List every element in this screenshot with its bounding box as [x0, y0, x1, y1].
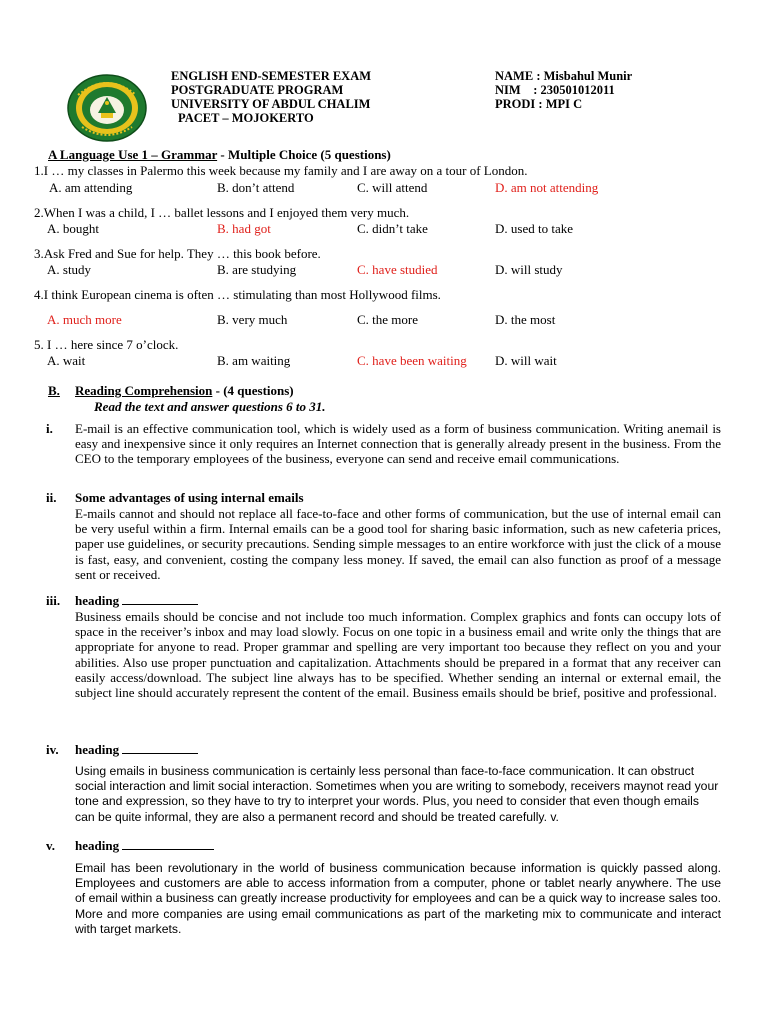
q5-option-c: C. have been waiting — [357, 353, 467, 368]
section-a-title-rest: - Multiple Choice (5 questions) — [217, 147, 391, 162]
q2-option-c: C. didn’t take — [357, 221, 428, 236]
question-5: 5. I … here since 7 o’clock. — [34, 337, 179, 352]
item-v-text: Email has been revolutionary in the world of business communication because information is quickly passed along. Employees and customers are able to access information from a computer, phone or tablet nearly anywhere. The use of email within a business can greatly increase productivity for employees and can be a quick way to increase sales too. More and more companies are using email communications as part of the marketing mix to communicate and interact with target markets. — [75, 861, 721, 936]
item-iii-heading-blank[interactable] — [122, 593, 198, 605]
reading-instruction: Read the text and answer questions 6 to 31. — [94, 399, 326, 414]
q3-option-b: B. are studying — [217, 262, 297, 277]
question-3: 3.Ask Fred and Sue for help. They … this book before. — [34, 246, 321, 261]
item-iv-heading-label: heading — [75, 742, 120, 757]
item-iv-heading — [75, 742, 198, 758]
q4-option-d: D. the most — [495, 312, 556, 327]
q5-option-a: A. wait — [47, 353, 86, 368]
section-b-title-rest: - (4 questions) — [212, 383, 294, 398]
section-b-title — [75, 383, 294, 399]
item-v-heading-label: heading — [75, 838, 120, 853]
student-nim: NIM : 230501012011 — [495, 83, 615, 97]
university-line: UNIVERSITY OF ABDUL CHALIM — [171, 97, 371, 111]
item-iii-text: Business emails should be concise and not include too much information. Complex graphics and fonts can occupy lots of space in the receiver’s inbox and may load slowly. Focus on one topic in a business email and write only the things that are appropriate for anyone to read. Proper grammar and spelling are very important too because they reflect on you and your abilities. Also use proper punctuation and capitalization. Attachments should be prepared in a format that any receiver can easily access/download. The subject line always has to be specified. Whether sending an internal or external email, the subject line should accurately represent the content of the email. Business emails should be brief, positive and professional. — [75, 609, 721, 701]
item-ii-number: ii. — [46, 490, 57, 505]
q2-option-a: A. bought — [47, 221, 99, 236]
q1-option-d: D. am not attending — [495, 180, 599, 195]
location-line: PACET – MOJOKERTO — [178, 111, 314, 125]
exam-title: ENGLISH END-SEMESTER EXAM — [171, 69, 372, 83]
item-i-number: i. — [46, 421, 53, 436]
q3-option-d: D. will study — [495, 262, 563, 277]
item-i-text: E-mail is an effective communication tool, which is widely used as a form of business communication. Writing anemail is easy and inexpensive since it only requires an Internet connection that is generally already present in the business. From the CEO to the temporary employees of the business, everyone can send and receive email communications. — [75, 421, 721, 467]
item-v-heading — [75, 838, 214, 854]
q4-option-b: B. very much — [217, 312, 288, 327]
item-iv-heading-blank[interactable] — [122, 742, 198, 754]
student-prodi: PRODI : MPI C — [495, 97, 583, 111]
q1-option-b: B. don’t attend — [217, 180, 295, 195]
q5-option-d: D. will wait — [495, 353, 557, 368]
q2-option-d: D. used to take — [495, 221, 573, 236]
q5-option-b: B. am waiting — [217, 353, 291, 368]
program-line: POSTGRADUATE PROGRAM — [171, 83, 344, 97]
item-iv-number: iv. — [46, 742, 59, 757]
item-iii-heading — [75, 593, 198, 609]
student-name: NAME : Misbahul Munir — [495, 69, 633, 83]
section-a-title — [48, 147, 391, 163]
q2-option-b: B. had got — [217, 221, 271, 236]
item-iv-text: Using emails in business communication is certainly less personal than face-to-face communication. It can obstruct social interaction and limit social interaction. Sometimes when you are writing to somebody, receivers maynot read your tone and expression, so they have to try to interpret your words. Plus, you need to consider that even though emails can be quite informal, they are also a permanent record and should be treated carefully. v. — [75, 764, 719, 824]
item-v-heading-blank[interactable] — [122, 838, 214, 850]
q1-option-c: C. will attend — [357, 180, 428, 195]
university-logo — [66, 73, 148, 143]
section-a-title-main: A Language Use 1 – Grammar — [48, 147, 218, 162]
q4-option-a: A. much more — [47, 312, 122, 327]
question-1: 1.I … my classes in Palermo this week because my family and I are away on a tour of London. — [34, 163, 528, 178]
q3-option-c: C. have studied — [357, 262, 438, 277]
item-iii-heading-label: heading — [75, 593, 120, 608]
section-b-title-main: Reading Comprehension — [75, 383, 213, 398]
item-ii-text: E-mails cannot and should not replace all face-to-face and other forms of communication, but the use of internal email can be very useful within a firm. Internal emails can be a good tool for sharing basic information, such as new cafeteria prices, paper use guidelines, or security precautions. Sending simple messages to an entire workforce with just the click of a mouse is fast, easy, and convenient, costing the company less money. If saved, the email can also function as proof of a message sent or received. — [75, 506, 721, 582]
question-4: 4.I think European cinema is often … stimulating than most Hollywood films. — [34, 287, 441, 302]
question-2: 2.When I was a child, I … ballet lessons and I enjoyed them very much. — [34, 205, 410, 220]
q1-option-a: A. am attending — [49, 180, 133, 195]
section-b-letter: B. — [48, 383, 60, 398]
q3-option-a: A. study — [47, 262, 92, 277]
item-ii-heading: Some advantages of using internal emails — [75, 490, 304, 505]
q4-option-c: C. the more — [357, 312, 419, 327]
item-v-number: v. — [46, 838, 56, 853]
item-iii-number: iii. — [46, 593, 61, 608]
